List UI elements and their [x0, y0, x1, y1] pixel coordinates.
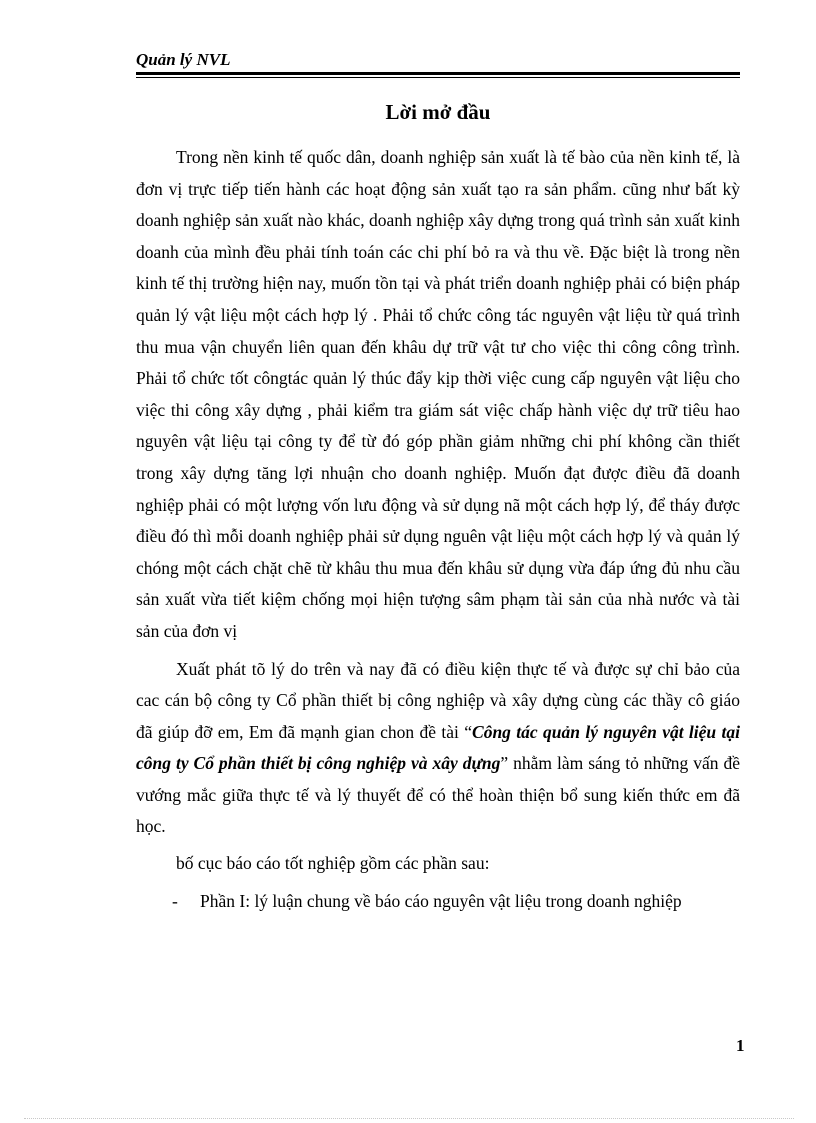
paragraph-topic-part1: Xuất phát tõ lý do trên và nay đã có điều kiện thực tế và được sự chỉ bảo của cac cán bộ công ty Cổ phần thiết bị công nghiệp và xây dựng cùng các thầy cô giáo đã giúp đỡ em, Em đã mạnh gian chon đề tài “: [136, 658, 740, 742]
document-body: [136, 142, 740, 917]
page-number: 1: [736, 1036, 745, 1055]
thesis-topic-title: Công tác quản lý nguyên vật liệu tại công ty Cổ phần thiết bị công nghiệp và xây dựng: [136, 721, 740, 774]
list-dash: -: [172, 890, 178, 911]
paragraph-intro: Trong nền kinh tế quốc dân, doanh nghiệp sản xuất là tế bào của nền kinh tế, là đơn vị trực tiếp tiến hành các hoạt động sản xuất tạo ra sản phẩm. cũng như bất kỳ doanh nghiệp sản xuất nào khác, doanh nghiệp xây dựng trong quá trình sản xuất kinh doanh của mình đều phải tính toán các chi phí bỏ ra và thu về. Đặc biệt là trong nền kinh tế thị trường hiện nay, muốn tồn tại và phát triển doanh nghiệp phải có biện pháp quản lý vật liệu một cách hợp lý . Phải tổ chức công tác nguyên vật liệu từ quá trình thu mua vận chuyển liên quan đến khâu dự trữ vật tư cho việc thi công công trình. Phải tổ chức tốt côngtác quản lý thúc đẩy kịp thời việc cung cấp nguyên vật liệu cho việc thi công xây dựng , phải kiểm tra giám sát việc chấp hành việc dự trữ tiêu hao nguyên vật liệu tại công ty để từ đó góp phần giảm những chi phí không cần thiết trong xây dựng tăng lợi nhuận cho doanh nghiệp. Muốn đạt được điều đã doanh nghiệp phải có một lượng vốn lưu động và sử dụng nã một cách hợp lý, để tháy được điều đó thì mỗi doanh nghiệp phải sử dụng nguên vật liệu một cách hợp lý và quản lý chóng một cách chặt chẽ từ khâu thu mua đến khâu sử dụng vừa đáp ứng đủ nhu cầu sản xuất vừa tiết kiệm chống mọi hiện tượng sâm phạm tài sản của nhà nước và tài sản của đơn vị: [136, 147, 740, 641]
paragraph-structure: bố cục báo cáo tốt nghiệp gồm các phần sau:: [176, 853, 490, 874]
list-item-text: Phần I: lý luận chung về báo cáo nguyên vật liệu trong doanh nghiệp: [200, 890, 682, 911]
page-header: [136, 50, 740, 78]
list-item: [136, 886, 740, 918]
header-rule-thin: [136, 77, 740, 78]
footer-dotted-line: [24, 1118, 794, 1119]
paragraph-topic: [136, 654, 740, 844]
header-rule-thick: [136, 72, 740, 75]
document-title: Lời mở đầu: [385, 100, 491, 124]
header-title: Quản lý NVL: [136, 50, 231, 69]
paragraph-topic-part2: ” nhằm làm sáng tỏ những vấn đề vướng mắc giữa thực tế và lý thuyết để có thể hoàn thiện bổ sung kiến thức em đã học.: [136, 753, 740, 837]
